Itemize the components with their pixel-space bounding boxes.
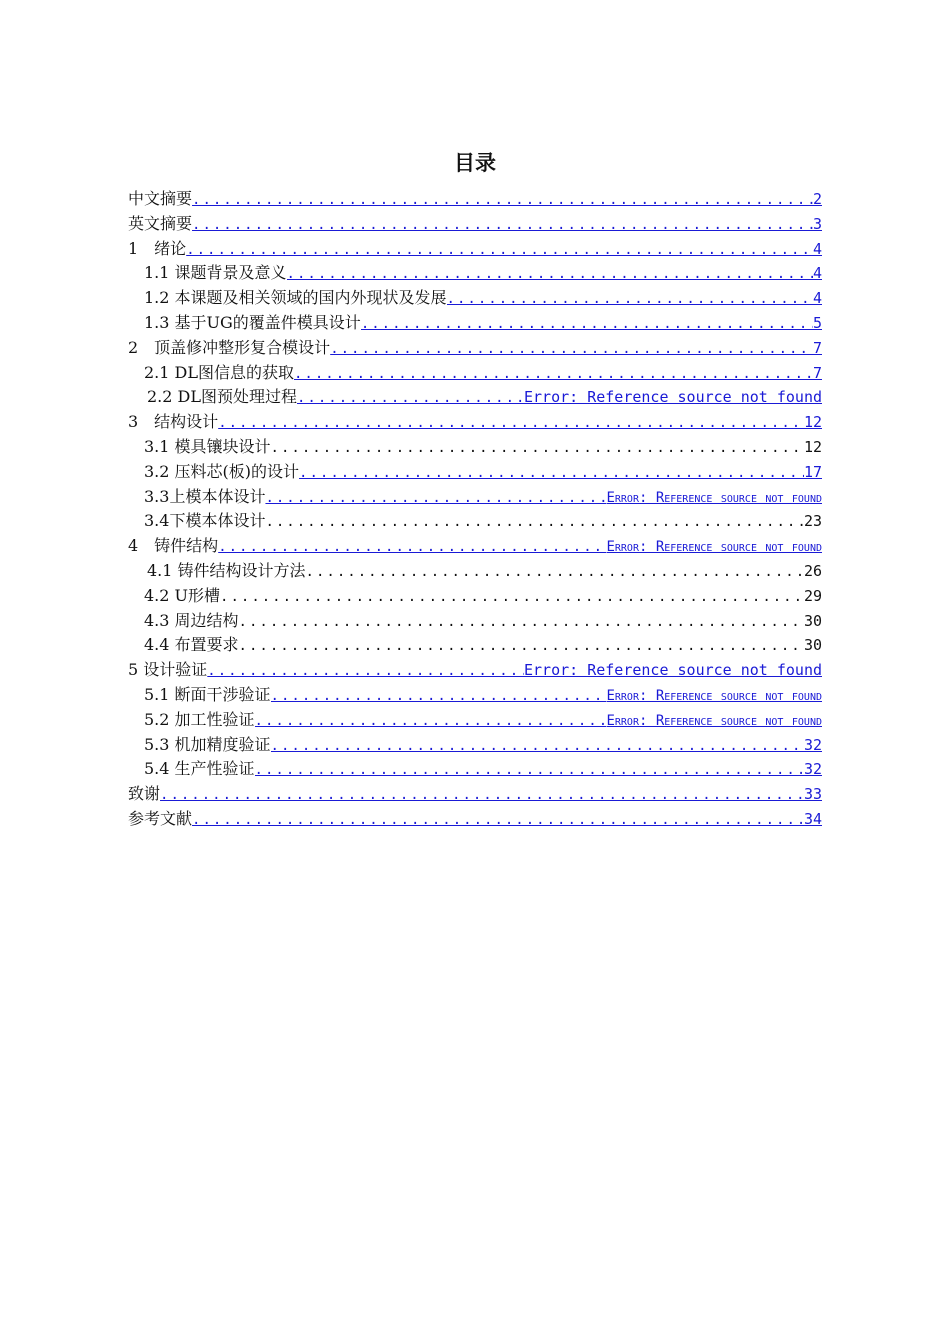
toc-entry-error-reference: Error: Reference source not found: [606, 712, 822, 729]
toc-leader-dots: [294, 362, 813, 387]
toc-entry-page-number: 32: [803, 760, 822, 779]
toc-entry-page-number: 29: [803, 586, 822, 605]
toc-entry[interactable]: [128, 485, 822, 510]
toc-leader-dots: [306, 560, 804, 585]
toc-leader-dots: [271, 734, 804, 759]
toc-entry-page-number: 26: [803, 561, 822, 580]
toc-entry[interactable]: [128, 708, 822, 733]
toc-leader-dots: [207, 659, 524, 684]
toc-entry[interactable]: [128, 336, 822, 361]
toc-entry[interactable]: [128, 460, 822, 485]
toc-entry-page-number: 30: [803, 611, 822, 630]
toc-entry-error-reference: Error: Reference source not found: [523, 388, 822, 407]
toc-entry[interactable]: [128, 237, 822, 262]
toc-entry-page-number: 4: [812, 239, 822, 258]
toc-entry[interactable]: [128, 534, 822, 559]
toc-title: 目录: [454, 151, 496, 175]
toc-leader-dots: [239, 634, 804, 659]
toc-entry[interactable]: [128, 410, 822, 435]
toc-leader-dots: [287, 262, 813, 287]
toc-entry: [128, 435, 822, 460]
toc-entry-label: 4.4 布置要求: [144, 635, 239, 655]
toc-leader-dots: [299, 461, 804, 486]
toc-leader-dots: [271, 684, 607, 709]
toc-entry-page-number: 23: [803, 512, 822, 531]
toc-entry-label: 3.2 压料芯(板)的设计: [144, 461, 300, 481]
toc-entry-page-number: 2: [812, 190, 822, 208]
toc-leader-dots: [255, 709, 607, 734]
toc-entry-label: 1.3 基于UG的覆盖件模具设计: [144, 312, 361, 332]
toc-entry-error-reference: Error: Reference source not found: [606, 687, 822, 704]
toc-entry-label: 3.1 模具镶块设计: [144, 436, 271, 456]
toc-entry-page-number: 34: [803, 809, 822, 828]
toc-entry-label: 参考文献: [128, 808, 193, 828]
toc-entry-label: 5.1 断面干涉验证: [144, 684, 271, 704]
toc-leader-dots: [160, 783, 804, 808]
toc-leader-dots: [192, 808, 804, 833]
toc-entry[interactable]: [128, 311, 822, 336]
toc-entry[interactable]: [128, 683, 822, 708]
toc-entry-label: 5.2 加工性验证: [144, 709, 255, 729]
toc-leader-dots: [218, 411, 804, 436]
toc-entry-error-reference: Error: Reference source not found: [606, 489, 822, 506]
toc-entry[interactable]: [128, 261, 822, 286]
toc-entry[interactable]: [128, 361, 822, 386]
toc-entry[interactable]: [128, 385, 822, 410]
toc-entry-label: 1.2 本课题及相关领域的国内外现状及发展: [144, 288, 447, 308]
toc-entry-label: 中文摘要: [128, 189, 193, 208]
toc-entry-label: 5 设计验证: [128, 660, 208, 680]
toc-entry-page-number: 32: [803, 735, 822, 754]
toc-entry-error-reference: Error: Reference source not found: [523, 661, 822, 680]
toc-entry: [128, 584, 822, 609]
toc-entry[interactable]: [128, 757, 822, 782]
toc-leader-dots: [255, 758, 804, 783]
toc-entry-label: 1 绪论: [128, 238, 187, 258]
toc-entry[interactable]: [128, 212, 822, 237]
toc-entry-page-number: 7: [812, 338, 822, 357]
toc-entry: [128, 633, 822, 658]
toc-leader-dots: [297, 386, 524, 411]
toc-entry-label: 3.3上模本体设计: [144, 486, 266, 506]
toc-entry-label: 致谢: [128, 784, 161, 804]
toc-entry[interactable]: [128, 286, 822, 311]
toc-entry-page-number: 4: [812, 264, 822, 283]
toc-entry-label: 英文摘要: [128, 213, 193, 233]
toc-leader-dots: [192, 188, 813, 213]
toc-entry-label: 2 顶盖修冲整形复合模设计: [128, 337, 331, 357]
toc-entry-page-number: 12: [803, 437, 822, 456]
toc-entry-label: 5.4 生产性验证: [144, 759, 255, 779]
toc-leader-dots: [271, 436, 804, 461]
toc-entry[interactable]: [128, 782, 822, 807]
toc-entry-label: 3.4下模本体设计: [144, 511, 266, 531]
toc-leader-dots: [186, 238, 813, 263]
toc-entry-page-number: 4: [812, 289, 822, 308]
toc-leader-dots: [265, 510, 803, 535]
toc-entry[interactable]: [128, 733, 822, 758]
toc-entry: [128, 509, 822, 534]
toc-entry[interactable]: [128, 658, 822, 683]
toc-entry-label: 2.1 DL图信息的获取: [144, 362, 294, 382]
toc-entry-label: 4.3 周边结构: [144, 610, 239, 630]
toc-leader-dots: [330, 337, 813, 362]
toc-entry-page-number: 7: [812, 363, 822, 382]
toc-entry-label: 4.1 铸件结构设计方法: [147, 560, 306, 580]
toc-entry-label: 1.1 课题背景及意义: [144, 263, 287, 283]
toc-entry: [128, 609, 822, 634]
toc-entry-label: 4.2 U形槽: [144, 585, 221, 605]
toc-entry-page-number: 17: [803, 462, 822, 481]
toc-leader-dots: [192, 213, 813, 238]
toc-entry-page-number: 12: [803, 413, 822, 432]
toc-entry-page-number: 30: [803, 636, 822, 655]
toc-entry-label: 5.3 机加精度验证: [144, 734, 271, 754]
toc-leader-dots: [447, 287, 813, 312]
toc-entry-label: 2.2 DL图预处理过程: [147, 387, 297, 407]
toc-leader-dots: [220, 585, 804, 610]
toc-entry-page-number: 3: [812, 214, 822, 233]
toc-leader-dots: [239, 610, 804, 635]
toc-entry-page-number: 5: [812, 313, 822, 332]
table-of-contents: [128, 187, 822, 832]
toc-entry[interactable]: [128, 187, 822, 212]
toc-entry-label: 4 铸件结构: [128, 536, 219, 556]
toc-entry: [128, 559, 822, 584]
toc-entry[interactable]: [128, 807, 822, 832]
toc-leader-dots: [361, 312, 813, 337]
toc-entry-error-reference: Error: Reference source not found: [606, 539, 822, 556]
toc-entry-label: 3 结构设计: [128, 412, 219, 432]
toc-entry-page-number: 33: [803, 785, 822, 804]
toc-leader-dots: [265, 486, 606, 511]
toc-leader-dots: [218, 535, 606, 560]
